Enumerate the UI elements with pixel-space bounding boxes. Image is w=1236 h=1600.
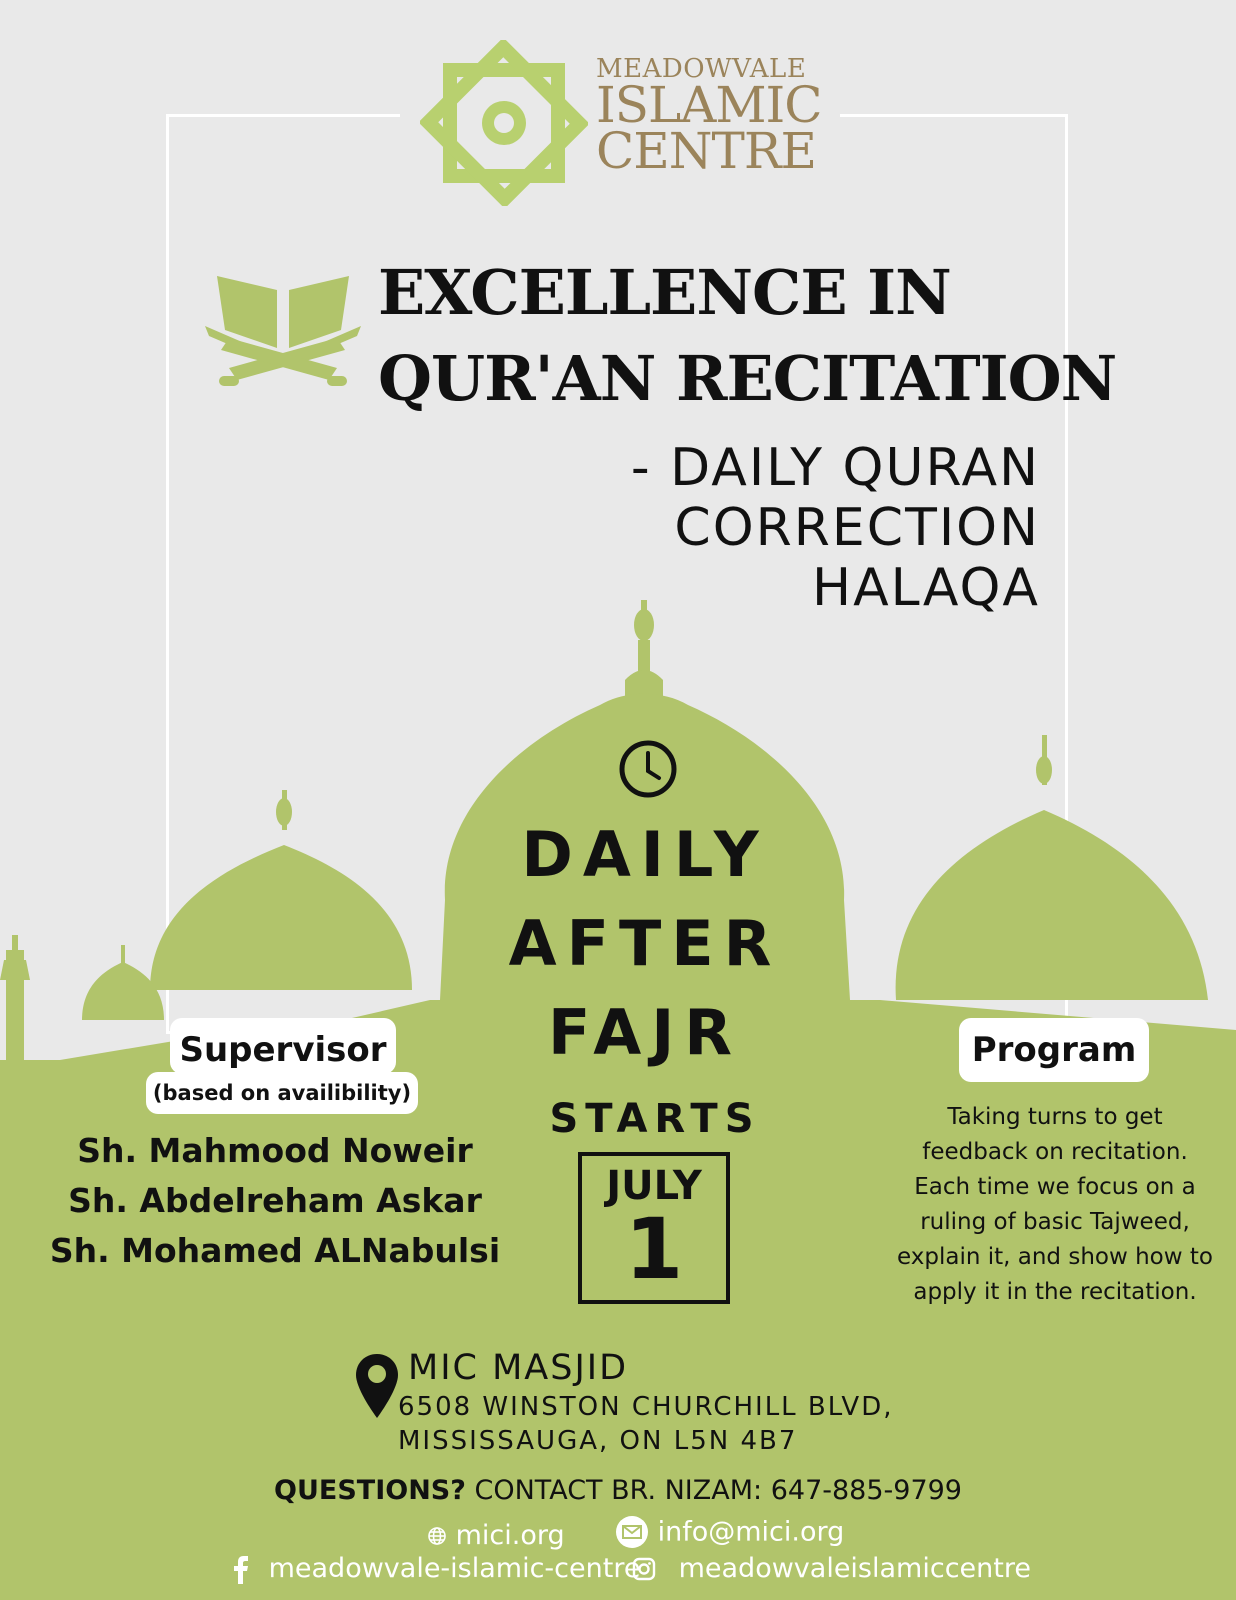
logo-line-1: MEADOWVALE bbox=[596, 54, 807, 84]
subtitle-line-3: HALAQA bbox=[812, 558, 1040, 618]
website-link[interactable] bbox=[427, 1519, 565, 1551]
program-line: explain it, and show how to bbox=[897, 1244, 1213, 1270]
program-line: feedback on recitation. bbox=[922, 1139, 1188, 1165]
contact-label: QUESTIONS? bbox=[274, 1475, 466, 1506]
venue-address bbox=[398, 1390, 893, 1458]
start-day: 1 bbox=[624, 1200, 684, 1298]
program-line: ruling of basic Tajweed, bbox=[920, 1209, 1190, 1235]
website-text: mici.org bbox=[455, 1520, 565, 1551]
instagram-text: meadowvaleislamiccentre bbox=[678, 1553, 1031, 1584]
schedule-line-2: AFTER bbox=[508, 907, 782, 980]
email-link[interactable] bbox=[615, 1515, 844, 1549]
starts-label: STARTS bbox=[549, 1096, 761, 1142]
globe-icon bbox=[427, 1526, 447, 1546]
star-logo-icon bbox=[420, 40, 588, 206]
start-month: JULY bbox=[606, 1163, 702, 1209]
subtitle-line-2: CORRECTION bbox=[674, 498, 1040, 558]
address-line-1: 6508 WINSTON CHURCHILL BLVD, bbox=[398, 1392, 894, 1422]
schedule-line-1: DAILY bbox=[521, 818, 769, 891]
logo-line-2: ISLAMIC bbox=[596, 76, 822, 134]
program-heading: Program bbox=[959, 1018, 1149, 1082]
program-line: Each time we focus on a bbox=[914, 1174, 1196, 1200]
program-line: apply it in the recitation. bbox=[913, 1279, 1197, 1305]
supervisor-name: Sh. Mohamed ALNabulsi bbox=[49, 1231, 501, 1270]
clock-icon bbox=[617, 738, 679, 800]
supervisor-name: Sh. Abdelreham Askar bbox=[68, 1181, 482, 1220]
start-date-box bbox=[578, 1152, 730, 1304]
supervisor-heading: Supervisor bbox=[170, 1018, 396, 1074]
title-line-1: EXCELLENCE IN bbox=[378, 256, 951, 329]
supervisor-note: (based on availibility) bbox=[146, 1072, 418, 1114]
supervisor-names bbox=[30, 1126, 520, 1276]
logo-line-3: CENTRE bbox=[596, 122, 817, 180]
event-subtitle bbox=[631, 438, 1040, 618]
program-line: Taking turns to get bbox=[947, 1104, 1163, 1130]
contact-text: CONTACT BR. NIZAM: 647-885-9799 bbox=[474, 1475, 962, 1506]
instagram-link[interactable] bbox=[632, 1552, 1031, 1584]
event-title bbox=[378, 250, 1116, 422]
program-description bbox=[880, 1100, 1230, 1310]
facebook-text: meadowvale-islamic-centre bbox=[268, 1553, 641, 1584]
email-icon bbox=[615, 1515, 649, 1549]
email-text: info@mici.org bbox=[657, 1516, 845, 1548]
quran-book-icon bbox=[205, 268, 361, 392]
supervisor-name: Sh. Mahmood Noweir bbox=[77, 1131, 473, 1170]
address-line-2: MISSISSAUGA, ON L5N 4B7 bbox=[398, 1426, 798, 1456]
contact-line bbox=[0, 1475, 1236, 1506]
instagram-icon bbox=[632, 1557, 656, 1581]
title-line-2: QUR'AN RECITATION bbox=[378, 342, 1117, 415]
venue-name: MIC MASJID bbox=[408, 1348, 629, 1388]
subtitle-line-1: - DAILY QURAN bbox=[630, 438, 1040, 498]
logo-wordmark bbox=[596, 54, 822, 180]
facebook-link[interactable] bbox=[230, 1552, 640, 1584]
schedule-text bbox=[480, 810, 810, 1077]
schedule-line-3: FAJR bbox=[547, 996, 743, 1069]
location-pin-icon bbox=[354, 1352, 400, 1420]
facebook-icon bbox=[230, 1554, 250, 1584]
